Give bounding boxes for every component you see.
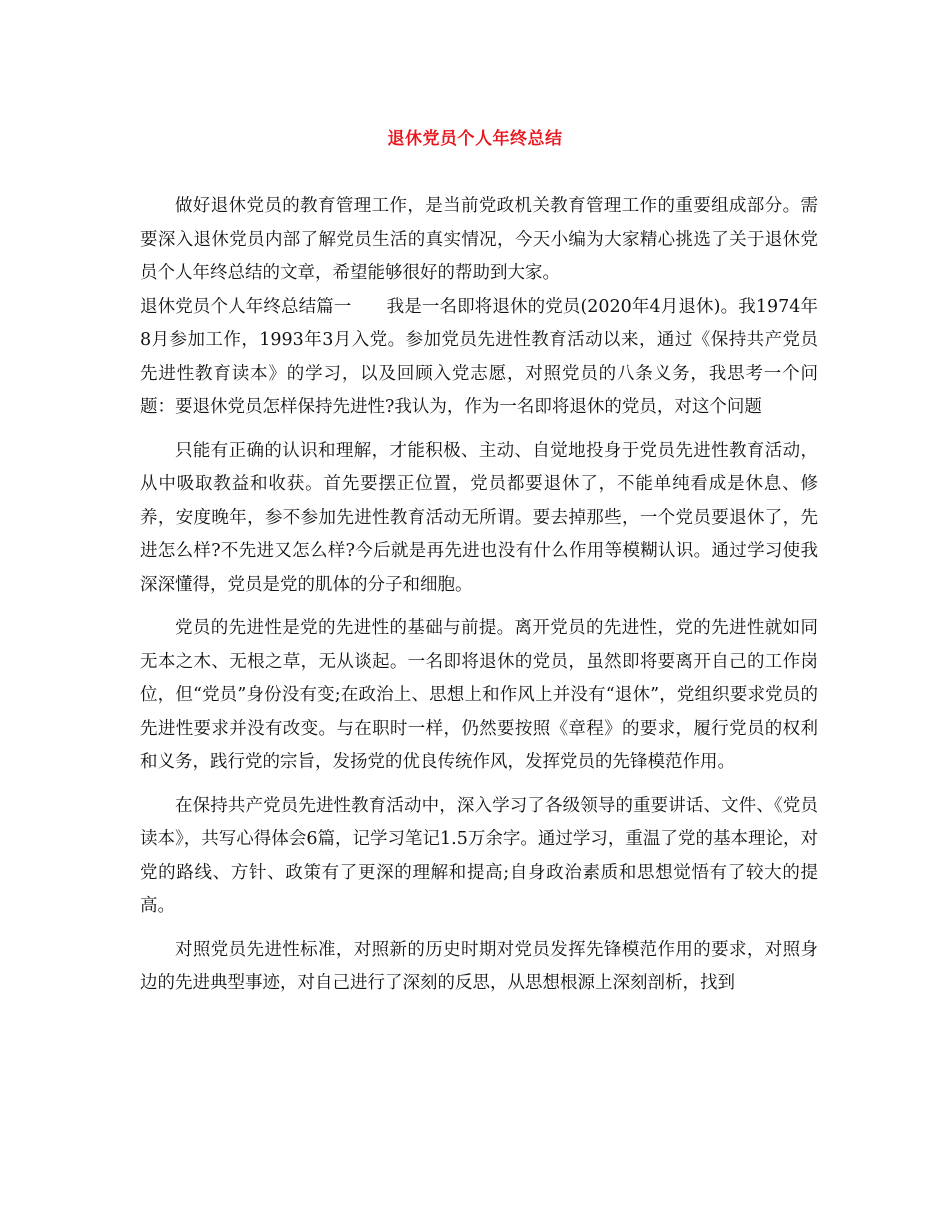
paragraph-section-one: 退休党员个人年终总结篇一 我是一名即将退休的党员(2020年4月退休)。我1974年8月参加工作，1993年3月入党。参加党员先进性教育活动以来，通过《保持共产党员先进性教育读本》的学习，以及回顾入党志愿，对照党员的八条义务，我思考一个问题：要退休党员怎样保持先进性?我认为，作为一名即将退休的党员，对这个问题 bbox=[140, 296, 818, 417]
document-title: 退休党员个人年终总结 bbox=[387, 129, 563, 149]
paragraph-reflection: 对照党员先进性标准，对照新的历史时期对党员发挥先锋模范作用的要求，对照身边的先进典型事迹，对自己进行了深刻的反思，从思想根源上深刻剖析，找到 bbox=[140, 939, 818, 993]
paragraph-advancement: 党员的先进性是党的先进性的基础与前提。离开党员的先进性，党的先进性就如同无本之木、无根之草，无从谈起。一名即将退休的党员，虽然即将要离开自己的工作岗位，但“党员”身份没有变;在政治上、思想上和作风上并没有“退休”，党组织要求党员的先进性要求并没有改变。与在职时一样，仍然要按照《章程》的要求，履行党员的权利和义务，践行党的宗旨，发扬党的优良传统作风，发挥党员的先锋模范作用。 bbox=[140, 618, 818, 772]
document-body bbox=[140, 190, 818, 1011]
paragraph-understanding: 只能有正确的认识和理解，才能积极、主动、自觉地投身于党员先进性教育活动，从中吸取教益和收获。首先要摆正位置，党员都要退休了，不能单纯看成是休息、修养，安度晚年，参不参加先进性教育活动无所谓。要去掉那些，一个党员要退休了，先进怎么样?不先进又怎么样?今后就是再先进也没有什么作用等模糊认识。通过学习使我深深懂得，党员是党的肌体的分子和细胞。 bbox=[140, 440, 818, 595]
paragraph-study: 在保持共产党员先进性教育活动中，深入学习了各级领导的重要讲话、文件、《党员读本》，共写心得体会6篇，记学习笔记1.5万余字。通过学习，重温了党的基本理论，对党的路线、方针、政策有了更深的理解和提高;自身政治素质和思想觉悟有了较大的提高。 bbox=[140, 795, 818, 916]
paragraph-intro: 做好退休党员的教育管理工作，是当前党政机关教育管理工作的重要组成部分。需要深入退休党员内部了解党员生活的真实情况，今天小编为大家精心挑选了关于退休党员个人年终总结的文章，希望能够很好的帮助到大家。 bbox=[140, 196, 818, 283]
